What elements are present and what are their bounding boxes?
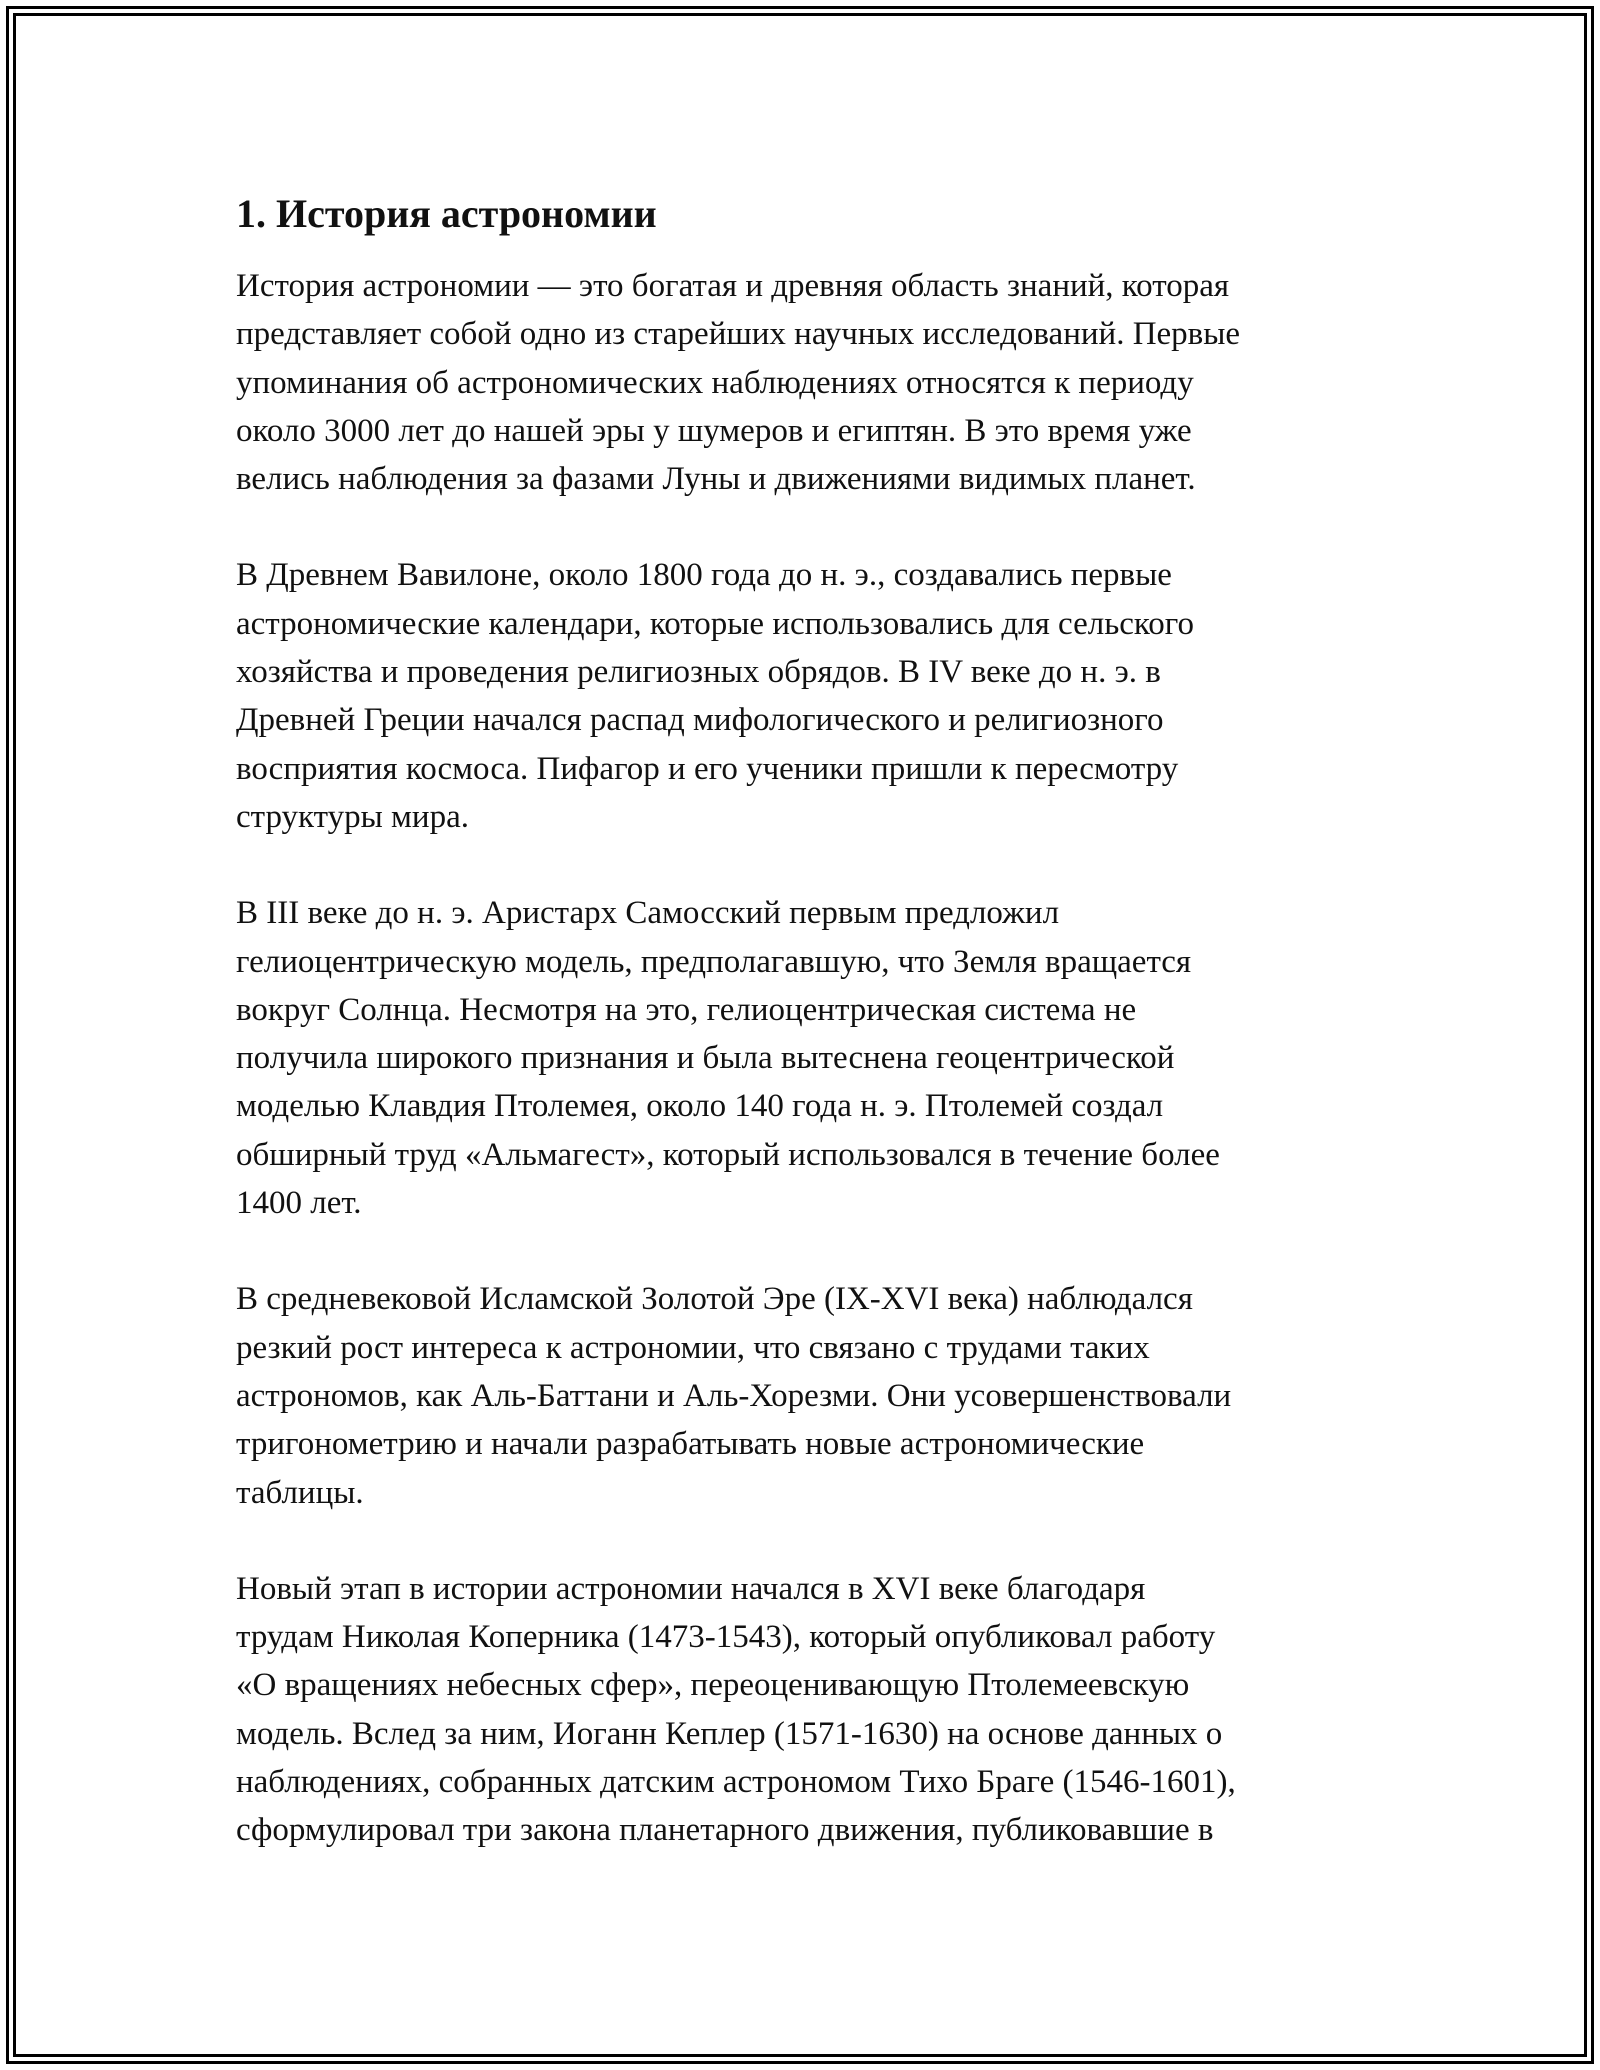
paragraph-3: В III веке до н. э. Аристарх Самосский первым предложил гелиоцентрическую модель, предполагавшую, что Земля вращается вокруг Солнца. Несмотря на это, гелиоцентрическая система не получила широкого признания и была вытеснена геоцентрической моделью Клавдия Птолемея, около 140 года н. э. Птолемей создал обширный труд «Альмагест», который использовался в течение более 1400 лет. xyxy=(236,895,1220,1222)
paragraph-5: Новый этап в истории астрономии начался в XVI веке благодаря трудам Николая Коперника (1473-1543), который опубликовал работу «О вращениях небесных сфер», переоценивающую Птолемеевскую модель. Вслед за ним, Иоганн Кеплер (1571-1630) на основе данных о наблюдениях, собранных датским астрономом Тихо Браге (1546-1601), сформулировал три закона планетарного движения, публиковавшие в xyxy=(236,1570,1236,1849)
paragraph-2: В Древнем Вавилоне, около 1800 года до н. э., создавались первые астрономические календари, которые использовались для сельского хозяйства и проведения религиозных обрядов. В IV веке до н. э. в Древней Греции начался распад мифологического и религиозного восприятия космоса. Пифагор и его ученики пришли к пересмотру структуры мира. xyxy=(236,557,1194,835)
paragraph-1: История астрономии — это богатая и древняя область знаний, которая представляет собой одно из старейших научных исследований. Первые упоминания об астрономических наблюдениях относятся к периоду около 3000 лет до нашей эры у шумеров и египтян. В это время уже велись наблюдения за фазами Луны и движениями видимых планет. xyxy=(236,268,1241,498)
paragraph-4: В средневековой Исламской Золотой Эре (IX-XVI века) наблюдался резкий рост интереса к астрономии, что связано с трудами таких астрономов, как Аль-Баттани и Аль-Хорезми. Они усовершенствовали тригонометрию и начали разрабатывать новые астрономические таблицы. xyxy=(236,1281,1232,1511)
section-heading: 1. История астрономии xyxy=(236,191,657,236)
document-body xyxy=(236,186,1366,1903)
